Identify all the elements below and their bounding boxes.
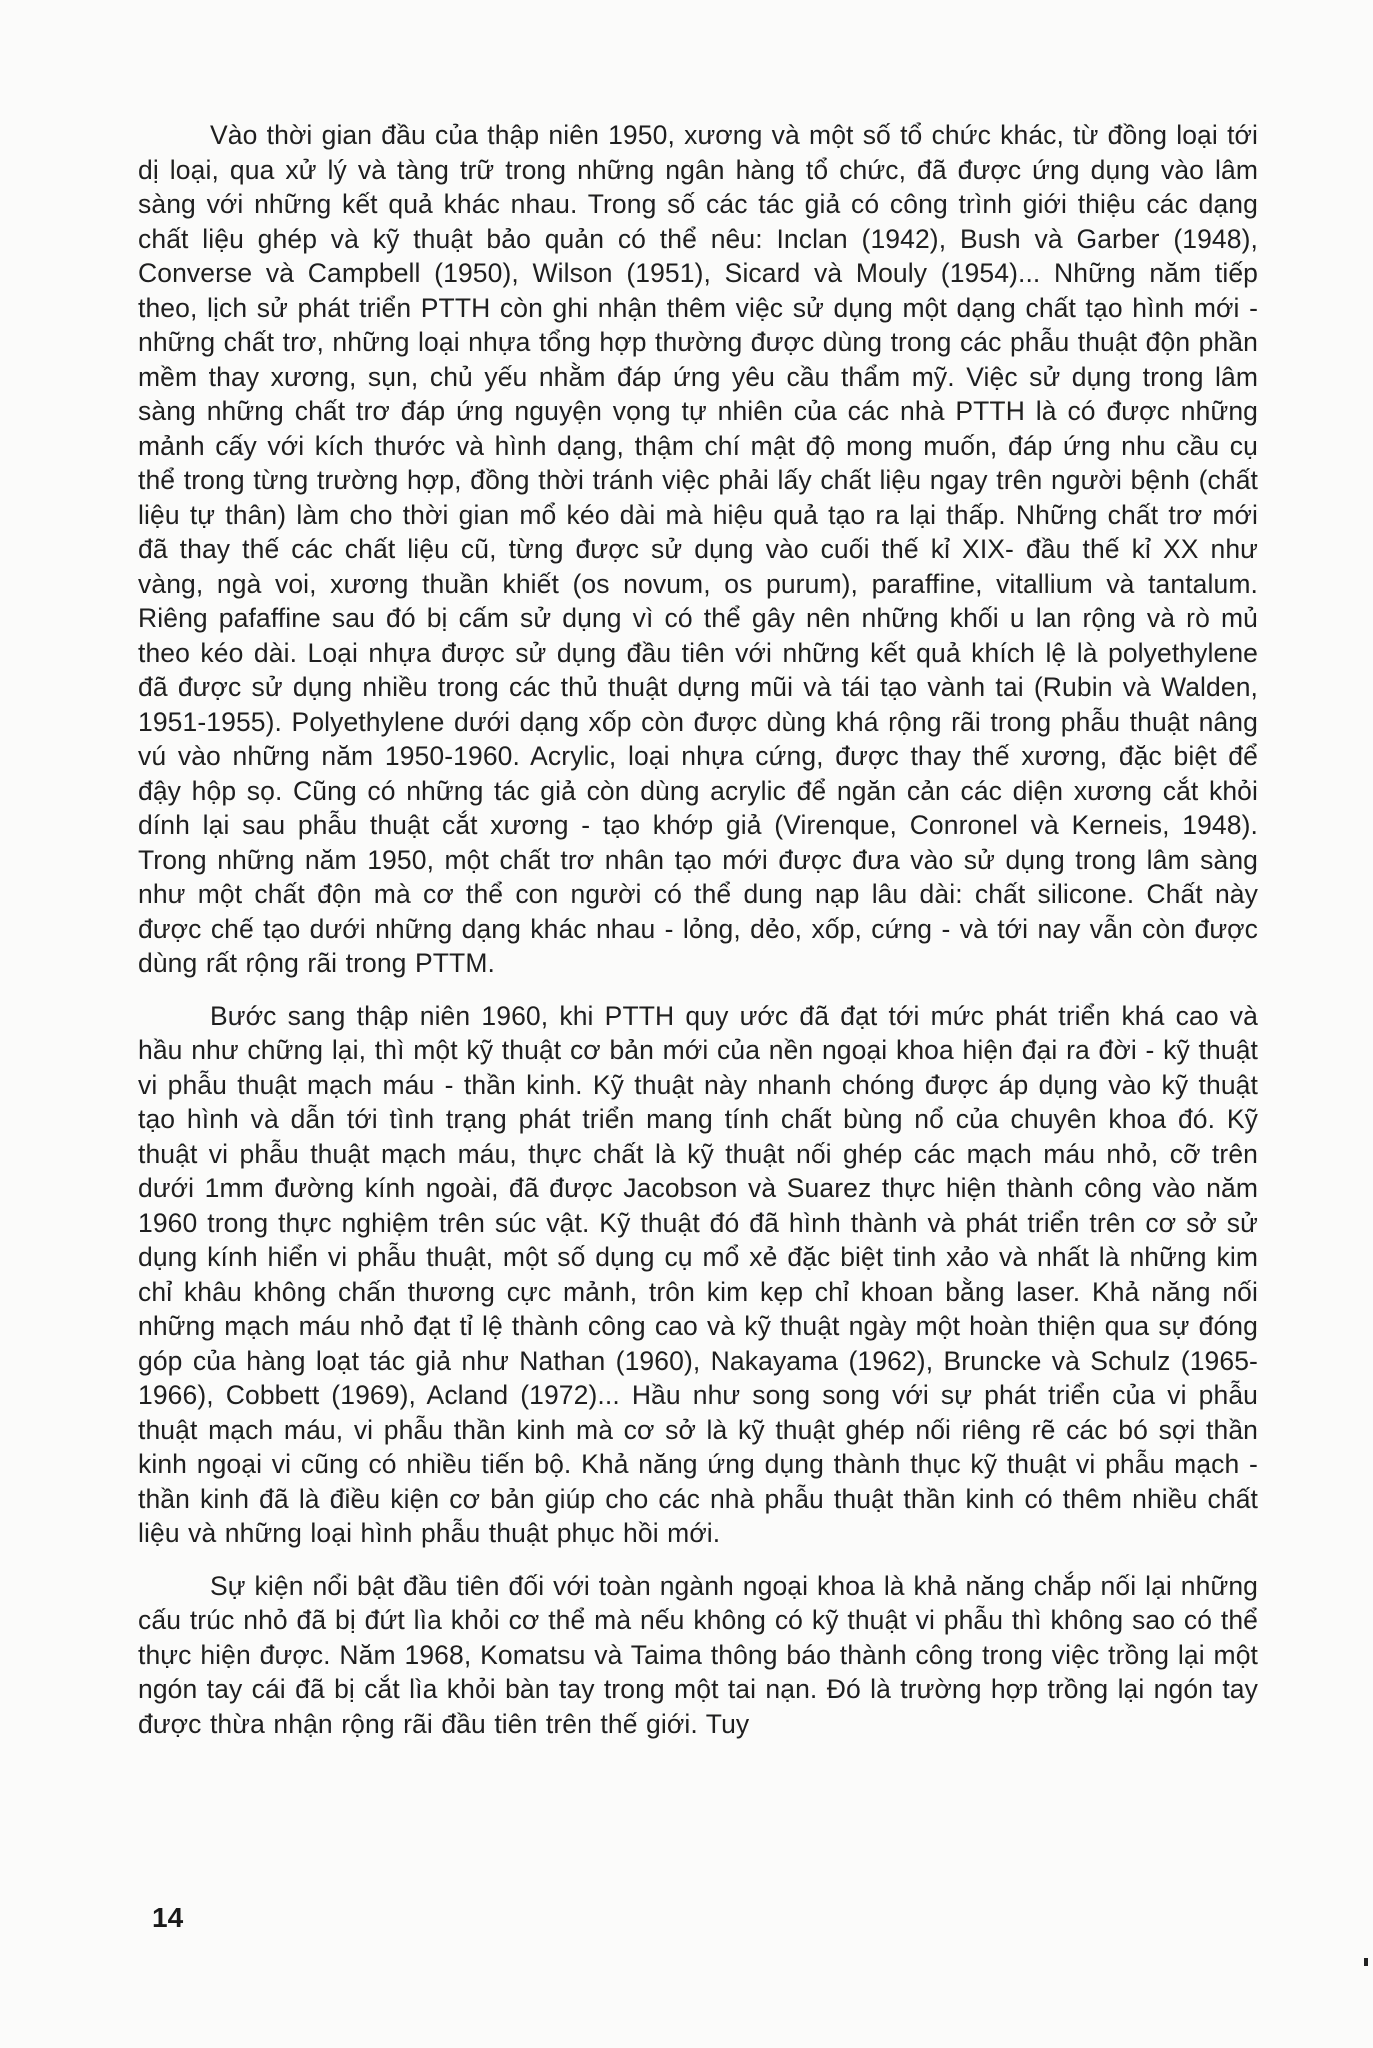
paragraph-1: Vào thời gian đầu của thập niên 1950, xương và một số tổ chức khác, từ đồng loại tới dị loại, qua xử lý và tàng trữ trong những ngân hàng tổ chức, đã được ứng dụng vào lâm sàng với những kết quả khác nhau. Trong số các tác giả có công trình giới thiệu các dạng chất liệu ghép và kỹ thuật bảo quản có thể nêu: Inclan (1942), Bush và Garber (1948), Converse và Campbell (1950), Wilson (1951), Sicard và Mouly (1954)... Những năm tiếp theo, lịch sử phát triển PTTH còn ghi nhận thêm việc sử dụng một dạng chất tạo hình mới - những chất trơ, những loại nhựa tổng hợp thường được dùng trong các phẫu thuật độn phần mềm thay xương, sụn, chủ yếu nhằm đáp ứng yêu cầu thẩm mỹ. Việc sử dụng trong lâm sàng những chất trơ đáp ứng nguyện vọng tự nhiên của các nhà PTTH là có được những mảnh cấy với kích thước và hình dạng, thậm chí mật độ mong muốn, đáp ứng nhu cầu cụ thể trong từng trường hợp, đồng thời tránh việc phải lấy chất liệu ngay trên người bệnh (chất liệu tự thân) làm cho thời gian mổ kéo dài mà hiệu quả tạo ra lại thấp. Những chất trơ mới đã thay thế các chất liệu cũ, từng được sử dụng vào cuối thế kỉ XIX- đầu thế kỉ XX như vàng, ngà voi, xương thuần khiết (os novum, os purum), paraffine, vitallium và tantalum. Riêng pafaffine sau đó bị cấm sử dụng vì có thể gây nên những khối u lan rộng và rò mủ theo kéo dài. Loại nhựa được sử dụng đầu tiên với những kết quả khích lệ là polyethylene đã được sử dụng nhiều trong các thủ thuật dựng mũi và tái tạo vành tai (Rubin và Walden, 1951-1955). Polyethylene dưới dạng xốp còn được dùng khá rộng rãi trong phẫu thuật nâng vú vào những năm 1950-1960. Acrylic, loại nhựa cứng, được thay thế xương, đặc biệt để đậy hộp sọ. Cũng có những tác giả còn dùng acrylic để ngăn cản các diện xương cắt khỏi dính lại sau phẫu thuật cắt xương - tạo khớp giả (Virenque, Conronel và Kerneis, 1948). Trong những năm 1950, một chất trơ nhân tạo mới được đưa vào sử dụng trong lâm sàng như một chất độn mà cơ thể con người có thể dung nạp lâu dài: chất silicone. Chất này được chế tạo dưới những dạng khác nhau - lỏng, dẻo, xốp, cứng - và tới nay vẫn còn được dùng rất rộng rãi trong PTTM. [138, 120, 1258, 978]
paragraph-3: Sự kiện nổi bật đầu tiên đối với toàn ngành ngoại khoa là khả năng chắp nối lại những cấu trúc nhỏ đã bị đứt lìa khỏi cơ thể mà nếu không có kỹ thuật vi phẫu thì không sao có thể thực hiện được. Năm 1968, Komatsu và Taima thông báo thành công trong việc trồng lại một ngón tay cái đã bị cắt lìa khỏi bàn tay trong một tai nạn. Đó là trường hợp trồng lại ngón tay được thừa nhận rộng rãi đầu tiên trên thế giới. Tuy [138, 1570, 1258, 1739]
scan-edge-mark [1364, 1958, 1368, 1966]
page-number: 14 [152, 1902, 184, 1933]
body-text [138, 118, 1258, 1741]
paragraph-2: Bước sang thập niên 1960, khi PTTH quy ước đã đạt tới mức phát triển khá cao và hầu như chững lại, thì một kỹ thuật cơ bản mới của nền ngoại khoa hiện đại ra đời - kỹ thuật vi phẫu thuật mạch máu - thần kinh. Kỹ thuật này nhanh chóng được áp dụng vào kỹ thuật tạo hình và dẫn tới tình trạng phát triển mang tính chất bùng nổ của chuyên khoa đó. Kỹ thuật vi phẫu thuật mạch máu, thực chất là kỹ thuật nối ghép các mạch máu nhỏ, cỡ trên dưới 1mm đường kính ngoài, đã được Jacobson và Suarez thực hiện thành công vào năm 1960 trong thực nghiệm trên súc vật. Kỹ thuật đó đã hình thành và phát triển trên cơ sở sử dụng kính hiển vi phẫu thuật, một số dụng cụ mổ xẻ đặc biệt tinh xảo và nhất là những kim chỉ khâu không chấn thương cực mảnh, trôn kim kẹp chỉ khoan bằng laser. Khả năng nối những mạch máu nhỏ đạt tỉ lệ thành công cao và kỹ thuật ngày một hoàn thiện qua sự đóng góp của hàng loạt tác giả như Nathan (1960), Nakayama (1962), Bruncke và Schulz (1965-1966), Cobbett (1969), Acland (1972)... Hầu như song song với sự phát triển của vi phẫu thuật mạch máu, vi phẫu thần kinh mà cơ sở là kỹ thuật ghép nối riêng rẽ các bó sợi thần kinh ngoại vi cũng có nhiều tiến bộ. Khả năng ứng dụng thành thục kỹ thuật vi phẫu mạch - thần kinh đã là điều kiện cơ bản giúp cho các nhà phẫu thuật thần kinh có thêm nhiều chất liệu và những loại hình phẫu thuật phục hồi mới. [138, 1000, 1258, 1548]
